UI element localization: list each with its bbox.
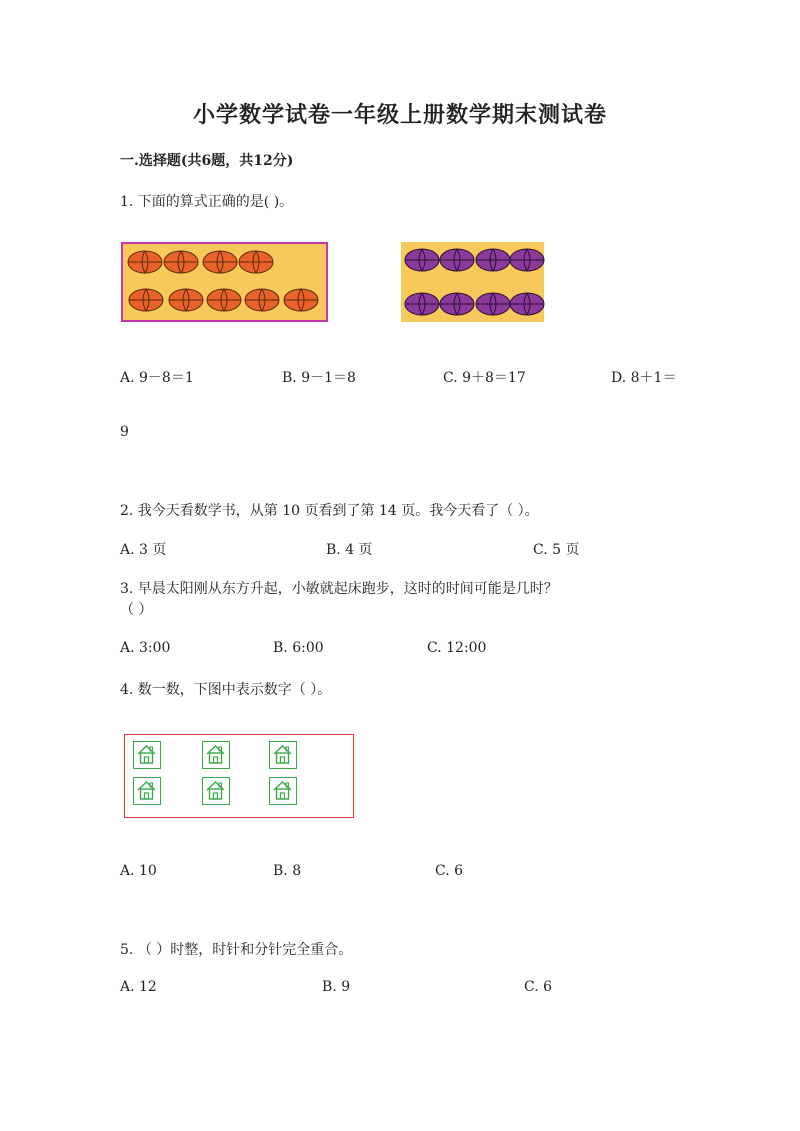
basketball-icon <box>404 292 440 316</box>
basketball-icon <box>475 292 511 316</box>
house-icon <box>202 741 230 769</box>
q3-option-c: C. 12:00 <box>427 640 487 656</box>
q2-option-a: A. 3 页 <box>120 542 167 558</box>
basketball-icon <box>238 250 274 274</box>
q4-option-b: B. 8 <box>273 863 302 879</box>
basketball-icon <box>404 248 440 272</box>
purple-basketballs-image <box>401 242 544 322</box>
question-2-text: 2. 我今天看数学书，从第 10 页看到了第 14 页。我今天看了（ ）。 <box>120 503 539 519</box>
section-heading: 一.选择题(共6题，共12分) <box>120 153 294 169</box>
q5-option-c: C. 6 <box>524 979 553 995</box>
basketball-icon <box>128 288 164 312</box>
basketball-icon <box>206 288 242 312</box>
house-icon <box>202 777 230 805</box>
basketball-icon <box>244 288 280 312</box>
q5-option-b: B. 9 <box>322 979 351 995</box>
q3-option-a: A. 3:00 <box>120 640 171 656</box>
house-icon <box>133 741 161 769</box>
basketball-icon <box>475 248 511 272</box>
question-3-blank: （ ） <box>120 602 153 618</box>
q1-option-a: A. 9－8＝1 <box>120 370 194 386</box>
question-1-text: 1. 下面的算式正确的是( )。 <box>120 194 294 210</box>
basketball-icon <box>509 248 545 272</box>
q4-option-a: A. 10 <box>120 863 157 879</box>
q1-option-d-wrap: 9 <box>120 424 129 440</box>
orange-basketballs-image <box>121 242 328 322</box>
house-icon <box>269 741 297 769</box>
houses-image <box>124 734 354 818</box>
q1-option-b: B. 9－1＝8 <box>282 370 356 386</box>
q5-option-a: A. 12 <box>120 979 157 995</box>
q4-option-c: C. 6 <box>435 863 464 879</box>
question-5-text: 5. （ ）时整，时针和分针完全重合。 <box>120 942 353 958</box>
question-4-text: 4. 数一数，下图中表示数字（ ）。 <box>120 682 332 698</box>
basketball-icon <box>168 288 204 312</box>
house-icon <box>269 777 297 805</box>
basketball-icon <box>439 292 475 316</box>
q2-option-b: B. 4 页 <box>326 542 373 558</box>
basketball-icon <box>163 250 199 274</box>
q2-option-c: C. 5 页 <box>533 542 580 558</box>
q1-option-c: C. 9＋8＝17 <box>443 370 526 386</box>
house-icon <box>133 777 161 805</box>
question-3-text: 3. 早晨太阳刚从东方升起，小敏就起床跑步，这时的时间可能是几时？ <box>120 581 558 597</box>
basketball-icon <box>202 250 238 274</box>
basketball-icon <box>127 250 163 274</box>
basketball-icon <box>439 248 475 272</box>
page-title: 小学数学试卷一年级上册数学期末测试卷 <box>192 102 607 128</box>
basketball-icon <box>283 288 319 312</box>
q3-option-b: B. 6:00 <box>273 640 324 656</box>
q1-option-d: D. 8＋1＝ <box>611 370 677 386</box>
basketball-icon <box>509 292 545 316</box>
